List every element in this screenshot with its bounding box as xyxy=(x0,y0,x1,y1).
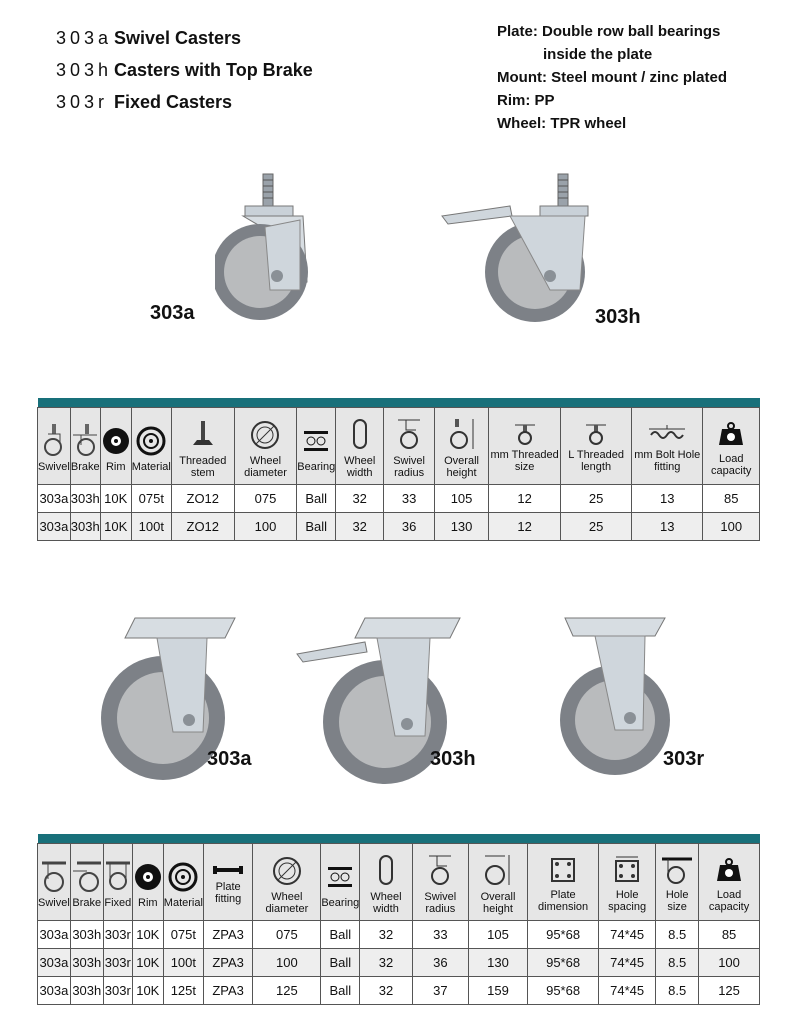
header-material: Material xyxy=(163,844,203,921)
wheel-width-icon xyxy=(345,417,375,451)
label-bottom-303a: 303a xyxy=(207,748,252,770)
label-bottom-303r: 303r xyxy=(663,748,705,770)
header-swivel: Swivel xyxy=(38,408,71,485)
table-row: 303a 303h 303r 10K 125t ZPA3 125 Ball 32 37 159 95*68 74*45 8.5 125 xyxy=(38,977,760,1005)
header-swivel-radius: Swivel radius xyxy=(384,408,435,485)
overall-height-icon xyxy=(481,853,515,887)
header-fixed: Fixed xyxy=(103,844,132,921)
header-material: Material xyxy=(131,408,171,485)
threaded-size-icon xyxy=(510,423,540,445)
header-load-capacity: Load capacity xyxy=(699,844,760,921)
table-header-row xyxy=(38,408,760,485)
table-header-bar xyxy=(38,834,760,844)
spec-plate: Plate: Double row ball bearings xyxy=(497,23,721,40)
header-overall-height: Overall height xyxy=(435,408,489,485)
spec-wheel: Wheel: TPR wheel xyxy=(497,115,627,132)
hole-size-icon xyxy=(660,855,694,885)
spec-rim: Rim: PP xyxy=(497,92,555,109)
caster-image-303r-plate xyxy=(555,610,675,785)
table-row: 303a 303h 10K 100t ZO12 100 Ball 32 36 130 12 25 13 100 xyxy=(38,513,760,541)
overall-height-icon xyxy=(445,417,479,451)
title-swivel: 303a Swivel Casters xyxy=(56,28,242,48)
spec-mount: Mount: Steel mount / zinc plated xyxy=(497,69,727,86)
table-header-row xyxy=(38,844,760,921)
weight-icon xyxy=(714,855,744,885)
wheel-diameter-icon xyxy=(272,853,302,887)
header-hole-spacing: Hole spacing xyxy=(599,844,656,921)
header-overall-height: Overall height xyxy=(468,844,527,921)
table-row: 303a 303h 10K 075t ZO12 075 Ball 32 33 105 12 25 13 85 xyxy=(38,485,760,513)
brake-icon xyxy=(71,423,99,457)
wheel-diameter-icon xyxy=(250,417,280,451)
bearing-icon xyxy=(301,423,331,457)
hole-spacing-icon xyxy=(612,855,642,885)
title-brake: 303h Casters with Top Brake xyxy=(56,60,313,80)
header-threaded-stem: Threaded stem xyxy=(171,408,234,485)
header-load-capacity: Load capacity xyxy=(703,408,760,485)
swivel-radius-icon xyxy=(425,853,455,887)
threaded-length-icon xyxy=(581,423,611,445)
header-bolt-hole-fitting: mm Bolt Hole fitting xyxy=(632,408,703,485)
header-threaded-size: mm Threaded size xyxy=(489,408,561,485)
header-rim: Rim xyxy=(100,408,131,485)
label-top-303a: 303a xyxy=(150,302,195,324)
rim-icon xyxy=(133,859,163,893)
plate-dimension-icon xyxy=(548,855,578,885)
label-bottom-303h: 303h xyxy=(430,748,476,770)
header-hole-size: Hole size xyxy=(656,844,699,921)
header-wheel-width: Wheel width xyxy=(360,844,413,921)
caster-image-303a-stem xyxy=(215,172,325,332)
material-icon xyxy=(136,423,166,457)
spec-table-threaded xyxy=(37,398,760,541)
spec-plate-cont: inside the plate xyxy=(543,46,653,63)
header-plate-fitting: Plate fitting xyxy=(203,844,252,921)
header-wheel-diameter: Wheel diameter xyxy=(253,844,321,921)
weight-icon xyxy=(716,419,746,449)
title-fixed: 303r Fixed Casters xyxy=(56,92,233,112)
swivel-radius-icon xyxy=(394,417,424,451)
spec-table-plate xyxy=(37,834,760,1005)
header-threaded-length: L Threaded length xyxy=(561,408,632,485)
plate-fitting-icon xyxy=(211,863,245,877)
swivel-icon xyxy=(40,859,68,893)
threaded-stem-icon xyxy=(188,417,218,451)
header-brake: Brake xyxy=(70,408,100,485)
header-brake: Brake xyxy=(70,844,103,921)
table-header-bar xyxy=(38,398,760,408)
rim-icon xyxy=(101,423,131,457)
header-swivel: Swivel xyxy=(38,844,71,921)
header-plate-dimension: Plate dimension xyxy=(528,844,599,921)
header-swivel-radius: Swivel radius xyxy=(412,844,468,921)
brake-icon xyxy=(71,859,103,893)
material-icon xyxy=(168,859,198,893)
header-wheel-diameter: Wheel diameter xyxy=(234,408,297,485)
table-row: 303a 303h 303r 10K 075t ZPA3 075 Ball 32 33 105 95*68 74*45 8.5 85 xyxy=(38,921,760,949)
bearing-icon xyxy=(325,859,355,893)
header-wheel-width: Wheel width xyxy=(336,408,384,485)
header-bearing: Bearing xyxy=(321,844,360,921)
swivel-icon xyxy=(42,423,66,457)
series-titles xyxy=(56,22,313,118)
label-top-303h: 303h xyxy=(595,306,641,328)
spec-list xyxy=(497,20,727,135)
header-rim: Rim xyxy=(132,844,163,921)
caster-image-303h-stem xyxy=(440,172,600,332)
fixed-icon xyxy=(104,859,132,893)
bolt-hole-icon xyxy=(647,423,687,445)
table-row: 303a 303h 303r 10K 100t ZPA3 100 Ball 32 36 130 95*68 74*45 8.5 100 xyxy=(38,949,760,977)
header-bearing: Bearing xyxy=(297,408,336,485)
wheel-width-icon xyxy=(371,853,401,887)
